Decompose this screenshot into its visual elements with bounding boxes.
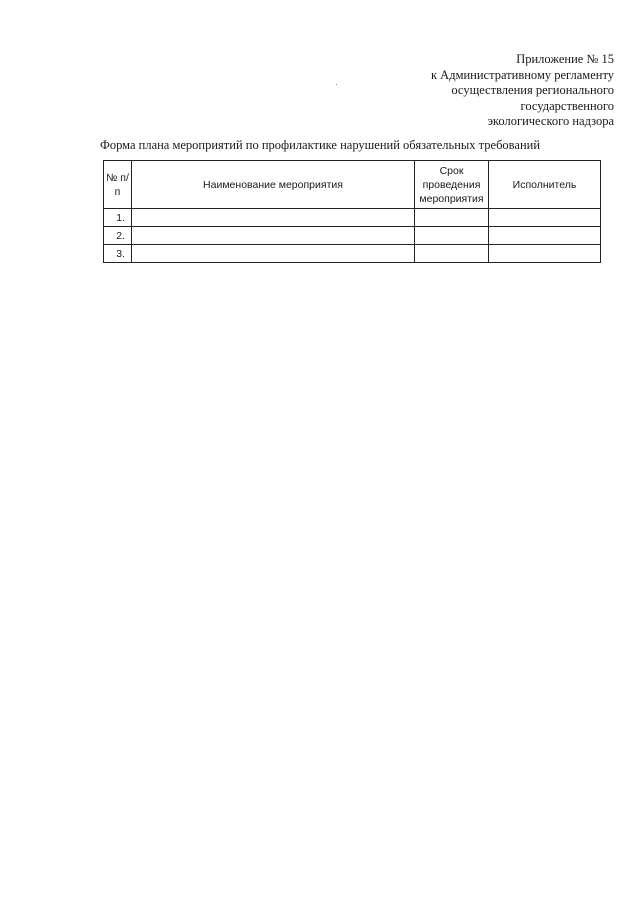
deadline-cell[interactable] [415,209,489,227]
appendix-header [431,52,614,130]
activity-name-cell[interactable] [132,245,415,263]
column-header-deadline: Срок проведения мероприятия [415,161,489,209]
row-number: 2. [104,227,132,245]
appendix-reference-line-1: к Административному регламенту [430,67,614,82]
activity-name-cell[interactable] [132,227,415,245]
deadline-cell[interactable] [415,245,489,263]
scan-speck [336,84,337,85]
table-row [104,227,601,245]
activity-name-cell[interactable] [132,209,415,227]
row-number: 3. [104,245,132,263]
executor-cell[interactable] [489,227,601,245]
appendix-reference-line-4: экологического надзора [487,114,614,128]
executor-cell[interactable] [489,245,601,263]
column-header-activity-name: Наименование мероприятия [132,161,415,209]
appendix-number: Приложение № 15 [516,52,614,66]
appendix-reference-line-3: государственного [520,98,614,113]
table-row [104,245,601,263]
column-header-number: № п/п [104,161,132,209]
plan-table [103,160,601,263]
table-header-row [104,161,601,209]
executor-cell[interactable] [489,209,601,227]
appendix-reference-line-2: осуществления регионального [451,83,614,97]
deadline-cell[interactable] [415,227,489,245]
column-header-executor: Исполнитель [489,161,601,209]
row-number: 1. [104,209,132,227]
form-title: Форма плана мероприятий по профилактике нарушений обязательных требований [99,138,541,152]
table-row [104,209,601,227]
